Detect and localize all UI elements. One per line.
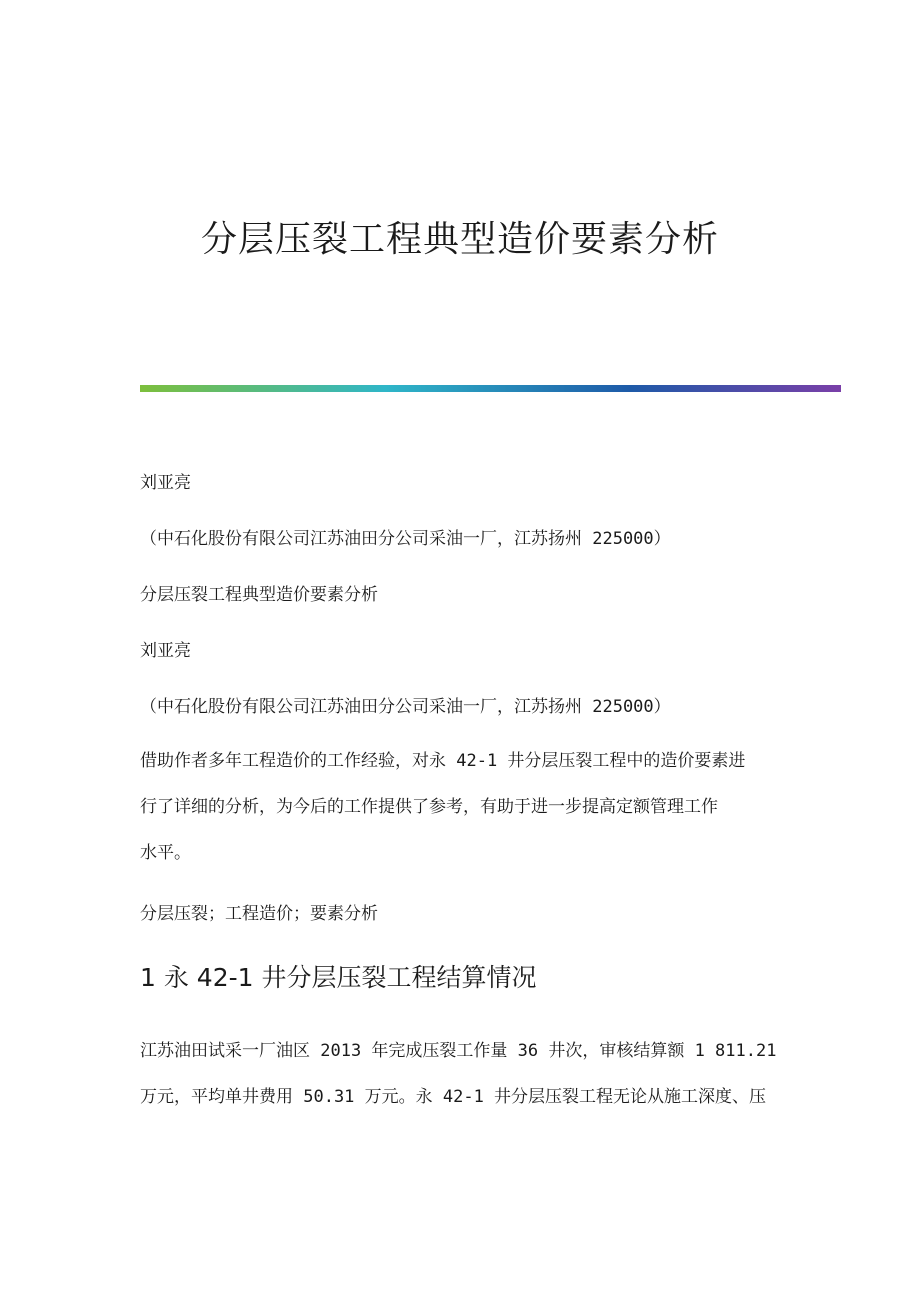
keywords: 分层压裂；工程造价；要素分析 [140,904,378,924]
author-name: 刘亚亮 [140,473,191,493]
abstract-paragraph [140,738,780,876]
section-body-paragraph [140,1028,780,1120]
repeat-author-name: 刘亚亮 [140,641,191,661]
abstract-line: 水平。 [140,843,191,863]
title-divider [140,385,841,392]
section-heading: 1 永 42-1 井分层压裂工程结算情况 [140,963,537,992]
body-line: 万元，平均单井费用 50.31 万元。永 42-1 井分层压裂工程无论从施工深度、压 [140,1087,767,1107]
author-affiliation: （中石化股份有限公司江苏油田分公司采油一厂，江苏扬州 225000） [140,529,671,549]
abstract-line: 行了详细的分析，为今后的工作提供了参考，有助于进一步提高定额管理工作 [140,797,718,817]
repeat-author-affiliation: （中石化股份有限公司江苏油田分公司采油一厂，江苏扬州 225000） [140,697,671,717]
abstract-line: 借助作者多年工程造价的工作经验，对永 42-1 井分层压裂工程中的造价要素进 [140,751,746,771]
repeat-title: 分层压裂工程典型造价要素分析 [140,585,378,605]
body-line: 江苏油田试采一厂油区 2013 年完成压裂工作量 36 井次，审核结算额 1 811.21 [140,1041,777,1061]
document-title: 分层压裂工程典型造价要素分析 [200,219,719,260]
